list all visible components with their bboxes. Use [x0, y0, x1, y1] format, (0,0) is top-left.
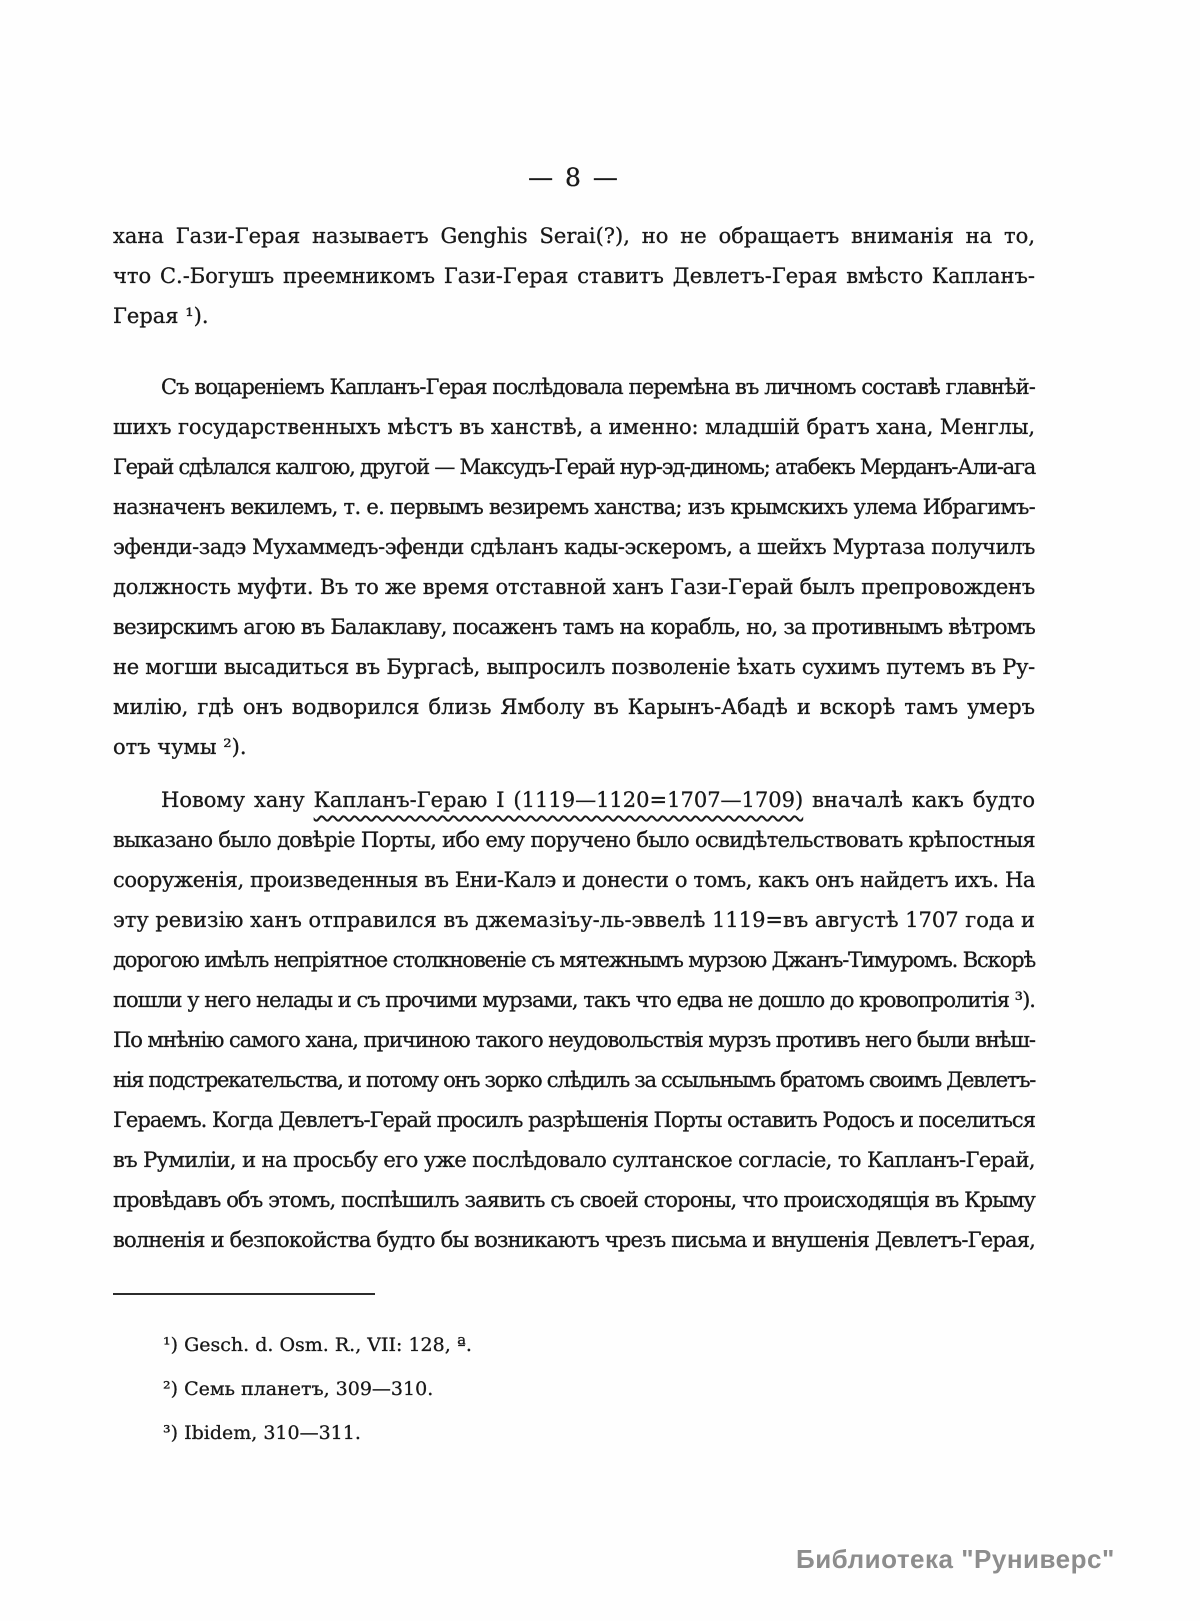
text-line: дорогою имѣлъ непріятное столкновеніе съ мятежнымъ мурзою Джанъ-Тимуромъ. Вскорѣ	[113, 948, 1035, 972]
paragraph-2	[113, 367, 1035, 767]
text-line: Герая ¹).	[113, 304, 209, 328]
footnotes	[113, 1323, 1035, 1455]
text-line: сооруженія, произведенныя въ Ени-Калэ и донести о томъ, какъ онъ найдетъ ихъ. На	[113, 868, 1035, 892]
text-line: что С.-Богушъ преемникомъ Гази-Герая ставитъ Девлетъ-Герая вмѣсто Капланъ-	[113, 264, 1035, 288]
text-line: эфенди-задэ Мухаммедъ-эфенди сдѣланъ кады-эскеромъ, а шейхъ Муртаза получилъ	[113, 535, 1035, 559]
page-number: — 8 —	[528, 163, 620, 192]
text-line: Гераемъ. Когда Девлетъ-Герай просилъ разрѣшенія Порты оставить Родосъ и поселиться	[113, 1108, 1035, 1132]
text-line: нія подстрекательства, и потому онъ зорко слѣдилъ за ссыльнымъ братомъ своимъ Девлетъ-	[113, 1068, 1035, 1092]
text-line: Съ воцареніемъ Капланъ-Герая послѣдовала перемѣна въ личномъ составѣ главнѣй-	[161, 375, 1035, 399]
text-line	[113, 780, 1035, 820]
footnote: ³) Ibidem, 310—311.	[163, 1422, 361, 1444]
text-block	[113, 216, 1035, 1260]
text-line: выказано было довѣріе Порты, ибо ему поручено было освидѣтельствовать крѣпостныя	[113, 828, 1035, 852]
footnote: ²) Семь планетъ, 309—310.	[163, 1378, 434, 1400]
underlined-phrase: Капланъ-Гераю I (1119—1120=1707—1709)	[313, 788, 804, 812]
text-line: должность муфти. Въ то же время отставной ханъ Гази-Герай былъ препровожденъ	[113, 575, 1035, 599]
text-line: везирскимъ агою въ Балаклаву, посаженъ тамъ на корабль, но, за противнымъ вѣтромъ	[113, 615, 1035, 639]
text-line: назначенъ векилемъ, т. е. первымъ везиремъ ханства; изъ крымскихъ улема Ибрагимъ-	[113, 495, 1035, 519]
text-line: пошли у него нелады и съ прочими мурзами, такъ что едва не дошло до кровопролитія ³).	[113, 988, 1035, 1012]
text-line: отъ чумы ²).	[113, 735, 247, 759]
footnote-separator	[113, 1293, 375, 1295]
text-line: въ Румиліи, и на просьбу его уже послѣдовало султанское согласіе, то Капланъ-Герай,	[113, 1148, 1035, 1172]
text-line: хана Гази-Герая называетъ Genghis Serai(?), но не обращаетъ вниманія на то,	[113, 224, 1035, 248]
text-line: Герай сдѣлался калгою, другой — Максудъ-Герай нур-эд-диномь; атабекъ Мерданъ-Али-ага	[113, 455, 1035, 479]
text-line: провѣдавъ объ этомъ, поспѣшилъ заявить съ своей стороны, что происходящія въ Крыму	[113, 1188, 1035, 1212]
text-segment: Новому хану	[161, 788, 314, 812]
text-segment: вначалѣ какъ будто	[803, 788, 1036, 812]
watermark: Библиотека "Руниверс"	[796, 1544, 1115, 1574]
text-line: эту ревизію ханъ отправился въ джемазіъу-ль-эввелѣ 1119=въ августѣ 1707 года и	[113, 908, 1035, 932]
text-line: волненія и безпокойства будто бы возникаютъ чрезъ письма и внушенія Девлетъ-Герая,	[113, 1228, 1035, 1252]
text-line: милію, гдѣ онъ водворился близь Ямболу въ Карынъ-Абадѣ и вскорѣ тамъ умеръ	[113, 695, 1035, 719]
paragraph-3	[113, 780, 1035, 1260]
text-line: По мнѣнію самого хана, причиною такого неудовольствія мурзъ противъ него были внѣш-	[113, 1028, 1036, 1052]
text-line: не могши высадиться въ Бургасѣ, выпросилъ позволеніе ѣхать сухимъ путемъ въ Ру-	[113, 655, 1035, 679]
footnote: ¹) Gesch. d. Osm. R., VII: 128, ª.	[163, 1334, 472, 1356]
text-line: шихъ государственныхъ мѣстъ въ ханствѣ, а именно: младшій братъ хана, Менглы,	[113, 415, 1035, 439]
paragraph-1	[113, 216, 1035, 336]
